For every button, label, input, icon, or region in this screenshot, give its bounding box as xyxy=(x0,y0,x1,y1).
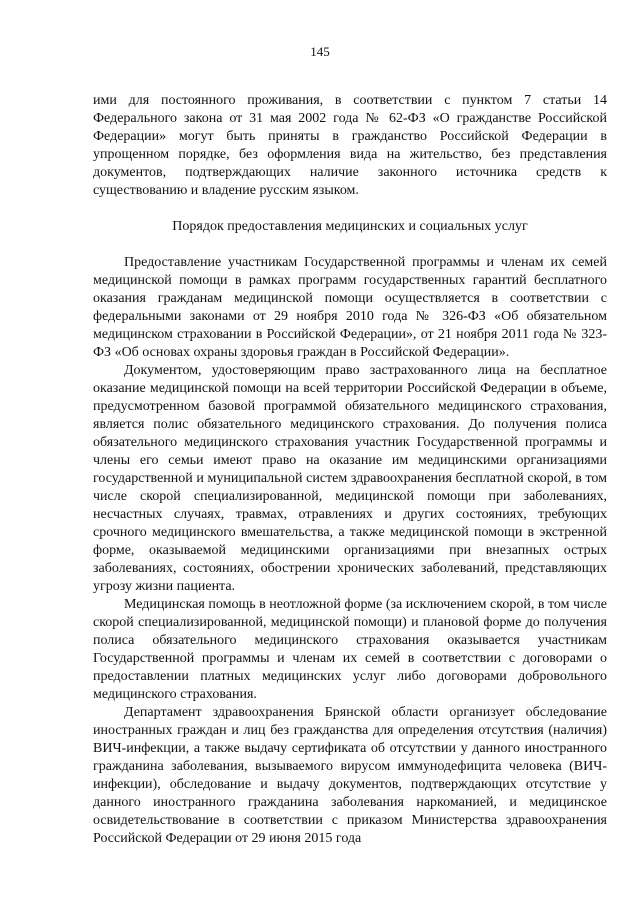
paragraph-insurance-policy: Документом, удостоверяющим право застрахованного лица на бесплатное оказание медицинской помощи на всей территории Российской Федерации в объеме, предусмотренном базовой программой обязательного медицинского страхования, является полис обязательного медицинского страхования. До получения полиса обязательного медицинского страхования участник Государственной программы и члены его семьи имеют право на оказание им медицинскими организациями государственной и муниципальной систем здравоохранения бесплатной скорой, в том числе скорой специализированной, медицинской помощи при заболеваниях, несчастных случаях, травмах, отравлениях и других состояниях, требующих срочного медицинского вмешательства, а также медицинской помощи в экстренной форме, оказываемой медицинскими организациями при внезапных острых заболеваниях, состояниях, обострении хронических заболеваний, представляющих угрозу жизни пациента. xyxy=(93,363,607,594)
document-body xyxy=(93,92,607,848)
paragraph-medical-assistance-programs: Предоставление участникам Государственной программы и членам их семей медицинской помощи в рамках программ государственных гарантий бесплатного оказания гражданам медицинской помощи осуществляется в соответствии с федеральными законами от 29 ноября 2010 года № 326-ФЗ «Об обязательном медицинском страховании в Российской Федерации», от 21 ноября 2011 года № 323-ФЗ «Об основах охраны здоровья граждан в Российской Федерации». xyxy=(93,255,607,360)
page-number: 145 xyxy=(310,44,330,59)
paragraph-continuation: ими для постоянного проживания, в соответствии с пунктом 7 статьи 14 Федерального закона от 31 мая 2002 года № 62-ФЗ «О гражданстве Российской Федерации» могут быть приняты в гражданство Российской Федерации в упрощенном порядке, без оформления вида на жительство, без представления документов, подтверждающих наличие законного источника средств к существованию и владение русским языком. xyxy=(93,93,607,198)
section-heading: Порядок предоставления медицинских и социальных услуг xyxy=(172,219,528,234)
paragraph-health-department-hiv: Департамент здравоохранения Брянской области организует обследование иностранных граждан и лиц без гражданства для определения отсутствия (наличия) ВИЧ-инфекции, а также выдачу сертификата об отсутствии у данного иностранного гражданина заболевания, вызываемого вирусом иммунодефицита человека (ВИЧ-инфекции), обследование и выдачу документов, подтверждающих отсутствие у данного иностранного гражданина заболевания наркоманией, и медицинское освидетельствование в соответствии с приказом Министерства здравоохранения Российской Федерации от 29 июня 2015 года xyxy=(93,705,607,846)
paragraph-urgent-and-planned-care: Медицинская помощь в неотложной форме (за исключением скорой, в том числе скорой специализированной, медицинской помощи) и плановой форме до получения полиса обязательного медицинского страхования оказывается участникам Государственной программы и членам их семей в соответствии с договорами о предоставлении платных медицинских услуг либо договорами добровольного медицинского страхования. xyxy=(93,597,607,702)
